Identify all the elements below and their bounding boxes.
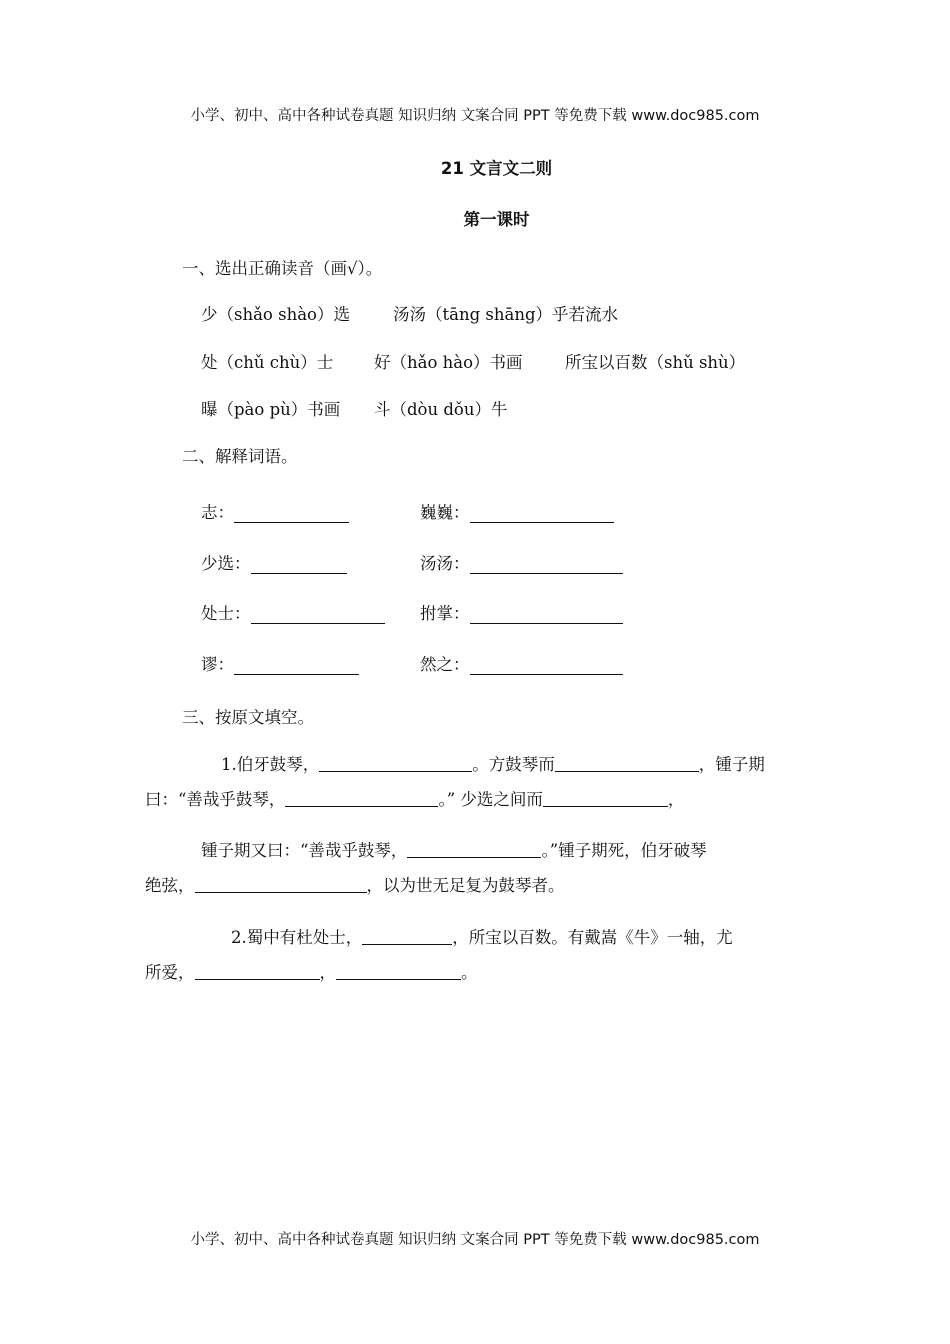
fill-question-1-paragraph-2: 锺子期又曰：“善哉乎鼓琴， 。”锺子期死，伯牙破琴 绝弦， ，以为世无足复为鼓琴者。	[145, 841, 707, 895]
vocab-item	[201, 651, 359, 675]
answer-blank[interactable]	[470, 505, 614, 523]
pinyin-item: 好（hǎo hào）书画	[374, 353, 523, 372]
answer-blank[interactable]	[470, 606, 623, 624]
pinyin-item: 斗（dòu dǒu）牛	[374, 400, 508, 419]
vocab-term: 少选：	[201, 554, 251, 573]
pinyin-item: 少（shǎo shào）选	[201, 305, 350, 324]
answer-blank[interactable]	[195, 962, 320, 980]
answer-blank[interactable]	[470, 556, 623, 574]
pinyin-row-2	[201, 349, 745, 373]
pinyin-item: 所宝以百数（shǔ shù）	[565, 353, 746, 372]
answer-blank[interactable]	[251, 606, 385, 624]
vocab-item	[201, 550, 347, 574]
vocab-term: 巍巍：	[420, 503, 470, 522]
vocab-term: 志：	[201, 503, 234, 522]
pinyin-row-3	[201, 396, 508, 420]
answer-blank[interactable]	[336, 962, 461, 980]
section3-heading: 三、按原文填空。	[182, 708, 314, 727]
answer-blank[interactable]	[319, 754, 472, 772]
vocab-item	[201, 600, 385, 624]
vocab-term: 处士：	[201, 604, 251, 623]
vocab-term: 谬：	[201, 655, 234, 674]
pinyin-row-1	[201, 301, 618, 325]
vocab-item	[420, 651, 623, 675]
answer-blank[interactable]	[470, 657, 623, 675]
fill-question-1-paragraph-1: 1.伯牙鼓琴， 。方鼓琴而 ，锺子期 曰：“善哉乎鼓琴， 。” 少选之间而 ，	[145, 755, 765, 809]
answer-blank[interactable]	[407, 840, 541, 858]
answer-blank[interactable]	[234, 505, 349, 523]
fill-question-2: 2.蜀中有杜处士， ，所宝以百数。有戴嵩《牛》一轴，尤 所爱， ， 。	[145, 928, 733, 982]
page-header: 小学、初中、高中各种试卷真题 知识归纳 文案合同 PPT 等免费下载 www.doc985.com	[190, 108, 760, 124]
section1-heading: 一、选出正确读音（画√）。	[182, 259, 383, 278]
vocab-term: 拊掌：	[420, 604, 470, 623]
vocab-item	[201, 499, 349, 523]
vocab-item	[420, 499, 614, 523]
pinyin-item: 处（chǔ chù）士	[201, 353, 334, 372]
vocab-item	[420, 550, 623, 574]
lesson-subtitle: 第一课时	[463, 210, 530, 229]
answer-blank[interactable]	[362, 927, 452, 945]
lesson-title: 21 文言文二则	[440, 159, 553, 178]
answer-blank[interactable]	[543, 789, 668, 807]
section2-heading: 二、解释词语。	[182, 447, 298, 466]
answer-blank[interactable]	[285, 789, 438, 807]
pinyin-item: 汤汤（tāng shāng）乎若流水	[393, 305, 619, 324]
answer-blank[interactable]	[251, 556, 347, 574]
answer-blank[interactable]	[234, 657, 359, 675]
page-footer: 小学、初中、高中各种试卷真题 知识归纳 文案合同 PPT 等免费下载 www.doc985.com	[190, 1232, 760, 1248]
answer-blank[interactable]	[555, 754, 699, 772]
pinyin-item: 曝（pào pù）书画	[201, 400, 341, 419]
vocab-term: 汤汤：	[420, 554, 470, 573]
vocab-term: 然之：	[420, 655, 470, 674]
answer-blank[interactable]	[195, 875, 367, 893]
vocab-item	[420, 600, 623, 624]
